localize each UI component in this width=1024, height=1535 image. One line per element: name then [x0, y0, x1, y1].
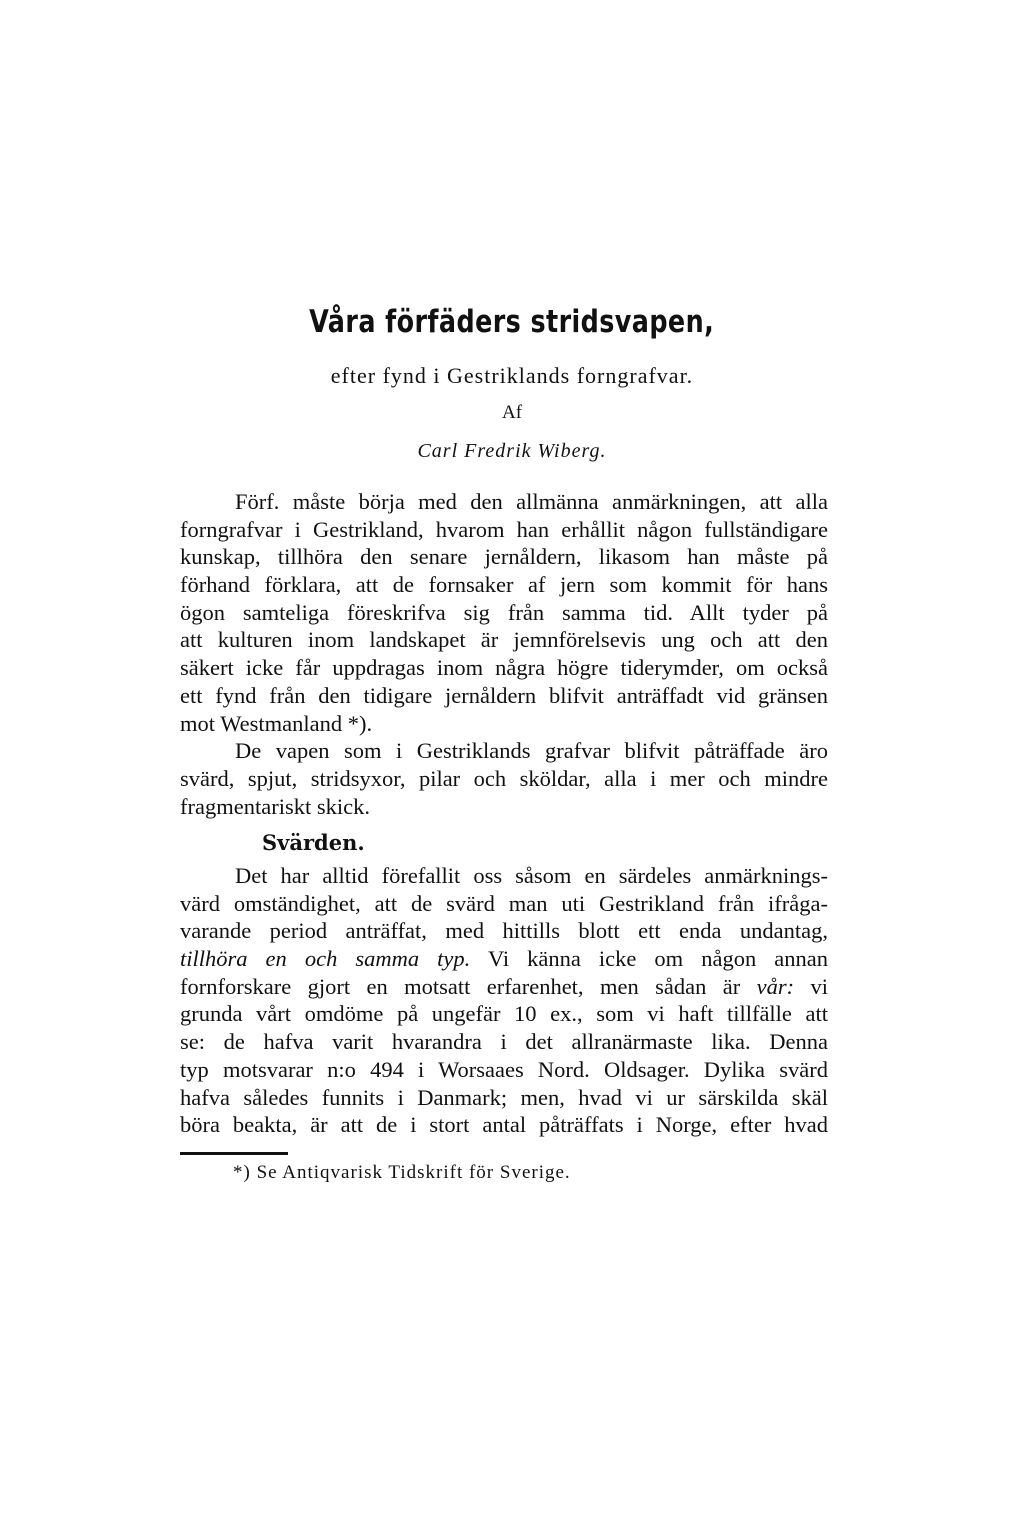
footnote: *) Se Antiqvarisk Tidskrift för Sverige. — [233, 1162, 571, 1183]
byline-prefix: Af — [501, 402, 523, 423]
text-line: förhand förklara, att de fornsaker af jern som kommit för hans — [180, 572, 828, 598]
article-title: Våra förfäders stridsvapen, — [309, 304, 715, 340]
intro-text — [180, 488, 828, 820]
text-line: ögon samteliga föreskrifva sig från samma tid. Allt tyder på — [180, 599, 828, 625]
footnote-rule — [180, 1152, 288, 1155]
text-line: Det har alltid förefallit oss såsom en särdeles anmärknings- — [235, 863, 828, 888]
text-line: Förf. måste börja med den allmänna anmärkningen, att alla — [235, 489, 828, 514]
text-line — [180, 973, 828, 1001]
text-line: ett fynd från den tidigare jernåldern blifvit anträffadt vid gränsen — [180, 682, 828, 708]
text-line: varande period anträffat, med hittills blott ett enda undantag, — [180, 918, 828, 944]
text-line: forngrafvar i Gestrikland, hvarom han erhållit någon fullständigare — [180, 516, 828, 542]
text-fragment: Vi känna icke om någon annan — [470, 946, 828, 972]
text-fragment: fornforskare gjort en motsatt erfarenhet, men sådan är — [180, 973, 741, 999]
text-line: De vapen som i Gestriklands grafvar blifvit påträffade äro — [235, 738, 828, 764]
text-line: fragmentariskt skick. — [180, 793, 370, 819]
text-line: mot Westmanland *). — [180, 710, 373, 736]
text-line: kunskap, tillhöra den senare jernåldern, likasom han måste på — [180, 544, 828, 570]
text-line — [180, 945, 828, 973]
text-fragment: vi — [794, 973, 828, 999]
text-line: att kulturen inom landskapet är jemnförelsevis ung och att den — [180, 627, 828, 653]
text-line: värd omständighet, att de svärd man uti Gestrikland från ifråga- — [180, 890, 828, 916]
emphasis-text: vår: — [740, 973, 795, 999]
text-line: böra beakta, är att de i stort antal påträffats i Norge, efter hvad — [180, 1112, 828, 1138]
article-subtitle: efter fynd i Gestriklands forngrafvar. — [330, 363, 694, 388]
text-line: grunda vårt omdöme på ungefär 10 ex., som vi haft tillfälle att — [180, 1001, 828, 1027]
section-heading: Svärden. — [262, 830, 365, 855]
text-line: hafva således funnits i Danmark; men, hvad vi ur särskilda skäl — [180, 1084, 828, 1110]
section-text — [180, 862, 828, 1139]
text-line: säkert icke får uppdragas inom några högre tiderymder, om också — [180, 655, 828, 681]
text-line: svärd, spjut, stridsyxor, pilar och sköldar, alla i mer och mindre — [180, 765, 828, 791]
text-line: se: de hafva varit hvarandra i det allranärmaste lika. Denna — [180, 1029, 828, 1055]
text-line: typ motsvarar n:o 494 i Worsaaes Nord. Oldsager. Dylika svärd — [180, 1056, 828, 1082]
emphasis-text: tillhöra en och samma typ. — [180, 946, 471, 972]
author-name: Carl Fredrik Wiberg. — [417, 440, 607, 462]
